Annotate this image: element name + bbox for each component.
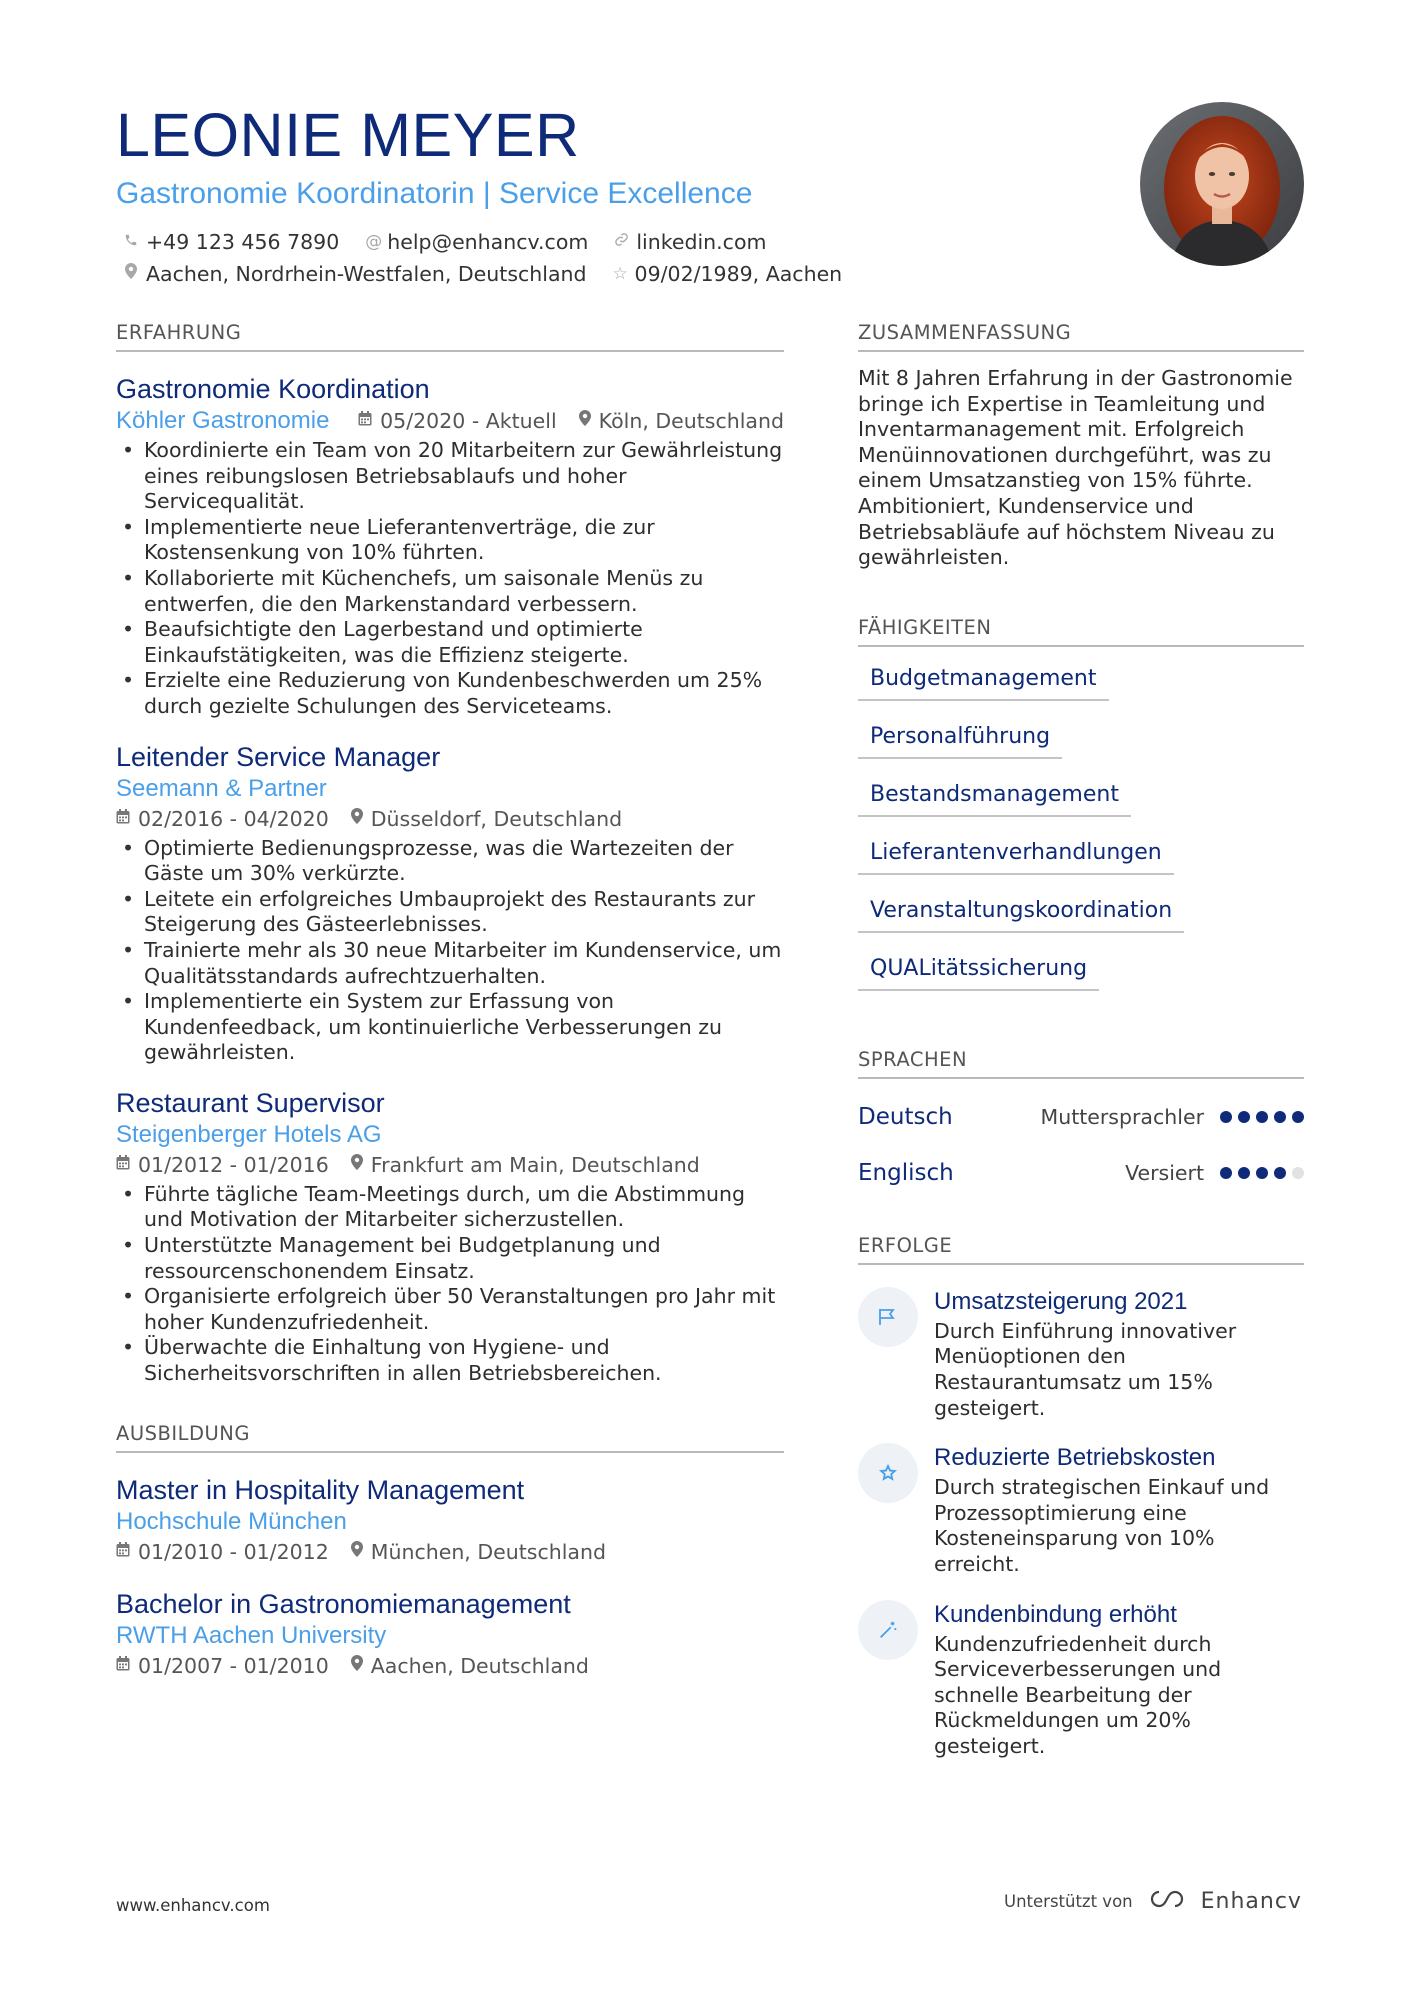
rating-dot-filled [1220, 1111, 1232, 1123]
achievement-entry [858, 1443, 1304, 1577]
skill-tag: Budgetmanagement [858, 661, 1109, 701]
calendar-icon [116, 1150, 130, 1180]
location-pin-icon [351, 1150, 363, 1180]
job-dates-text: 05/2020 - Aktuell [380, 409, 557, 433]
footer-branding [1004, 1886, 1302, 1916]
bullet-item: • Überwachte die Einhaltung von Hygiene- und Sicherheitsvorschriften in allen Betriebsbereichen. [116, 1335, 784, 1386]
bullet-item: • Leitete ein erfolgreiches Umbauprojekt des Restaurants zur Steigerung des Gästeerlebnisses. [116, 887, 784, 938]
skill-tag: Veranstaltungskoordination [858, 893, 1184, 933]
location-pin-icon [124, 258, 138, 290]
education-dates-text: 01/2007 - 01/2010 [138, 1653, 329, 1678]
rating-dot-filled [1238, 1111, 1250, 1123]
achievement-text: Durch Einführung innovativer Menüoptionen den Restaurantumsatz um 15% gesteigert. [934, 1318, 1237, 1420]
rating-dot-filled [1274, 1111, 1286, 1123]
job-dates [116, 804, 329, 834]
resume-header [116, 100, 1116, 290]
bullet-item: • Unterstützte Management bei Budgetplanung und ressourcenschonendem Einsatz. [116, 1233, 784, 1284]
achievement-title: Reduzierte Betriebskosten [934, 1444, 1216, 1472]
bullet-item: • Erzielte eine Reduzierung von Kundenbeschwerden um 25% durch gezielte Schulungen des Serviceteams. [116, 668, 784, 719]
location-pin-icon [351, 804, 363, 834]
job-location [579, 406, 784, 436]
profile-photo [1140, 102, 1304, 266]
experience-section-title: ERFAHRUNG [116, 322, 784, 352]
education-dates [116, 1651, 329, 1681]
email-text[interactable]: help@enhancv.com [387, 230, 589, 254]
experience-entry [116, 1086, 784, 1387]
calendar-icon [358, 406, 372, 436]
job-dates [358, 406, 557, 436]
calendar-icon [116, 1537, 130, 1567]
language-level: Muttersprachler [1040, 1104, 1204, 1129]
language-name: Englisch [858, 1159, 954, 1186]
bullet-item: • Implementierte ein System zur Erfassung von Kundenfeedback, um kontinuierliche Verbesserungen zu gewährleisten. [116, 989, 784, 1066]
bullet-item: • Optimierte Bedienungsprozesse, was die Wartezeiten der Gäste um 30% verkürzte. [116, 836, 784, 887]
degree-title: Bachelor in Gastronomiemanagement [116, 1588, 571, 1619]
education-dates-text: 01/2010 - 01/2012 [138, 1539, 329, 1564]
job-dates-text: 01/2012 - 01/2016 [138, 1152, 329, 1177]
link-icon [614, 226, 628, 258]
language-rating [1220, 1111, 1304, 1123]
powered-by-text: Unterstützt von [1004, 1891, 1133, 1911]
languages-section-title: SPRACHEN [858, 1049, 1304, 1079]
education-location-text: München, Deutschland [370, 1539, 606, 1564]
skills-section [858, 617, 1304, 1009]
language-rating [1220, 1167, 1304, 1179]
email-contact[interactable] [365, 226, 588, 258]
at-icon: @ [365, 232, 383, 252]
education-location-text: Aachen, Deutschland [370, 1653, 589, 1678]
language-name: Deutsch [858, 1103, 953, 1130]
languages-section [858, 1049, 1304, 1191]
calendar-icon [116, 804, 130, 834]
achievement-title: Kundenbindung erhöht [934, 1600, 1177, 1628]
phone-text: +49 123 456 7890 [146, 230, 340, 254]
star-outline-icon: ☆ [612, 264, 628, 284]
skill-tag: Lieferantenverhandlungen [858, 835, 1174, 875]
education-dates [116, 1537, 329, 1567]
job-dates-text: 02/2016 - 04/2020 [138, 806, 329, 831]
job-dates [116, 1150, 329, 1180]
bullet-item: • Kollaborierte mit Küchenchefs, um saisonale Menüs zu entwerfen, die den Markenstandard verbessern. [116, 566, 784, 617]
skill-tag: QUALitätssicherung [858, 951, 1099, 991]
rating-dot-filled [1274, 1167, 1286, 1179]
job-location [351, 804, 622, 834]
rating-dot-filled [1256, 1111, 1268, 1123]
enhancv-logo-icon [1145, 1886, 1189, 1916]
skill-tag: Personalführung [858, 719, 1062, 759]
location-contact [124, 258, 587, 290]
experience-entry [116, 372, 784, 720]
language-row [858, 1155, 1304, 1191]
summary-text: Mit 8 Jahren Erfahrung in der Gastronomie bringe ich Expertise in Teamleitung und Inventarmanagement mit. Erfolgreich Menüinnovationen durchgeführt, was zu einem Umsatzanstieg von 15% führte. Ambitioniert, Kundenservice und Betriebsabläufe auf höchstem Niveau zu gewährleisten. [858, 366, 1293, 570]
star-icon [858, 1443, 918, 1503]
linkedin-contact[interactable] [614, 226, 766, 258]
degree-title: Master in Hospitality Management [116, 1474, 525, 1505]
achievements-section-title: ERFOLGE [858, 1235, 1304, 1265]
education-entry [116, 1473, 784, 1567]
summary-section-title: ZUSAMMENFASSUNG [858, 322, 1304, 352]
job-location-text: Düsseldorf, Deutschland [370, 806, 623, 831]
job-bullets [116, 836, 784, 1066]
rating-dot-filled [1238, 1167, 1250, 1179]
job-title: Restaurant Supervisor [116, 1087, 385, 1118]
education-section-title: AUSBILDUNG [116, 1423, 784, 1453]
right-column [858, 322, 1304, 1759]
school-name: Hochschule München [116, 1507, 347, 1535]
bullet-item: • Implementierte neue Lieferantenverträge, die zur Kostensenkung von 10% führten. [116, 515, 784, 566]
brand-name: Enhancv [1200, 1888, 1302, 1914]
job-company: Steigenberger Hotels AG [116, 1120, 382, 1148]
phone-icon [124, 226, 138, 258]
job-company: Köhler Gastronomie [116, 407, 330, 434]
bullet-item: • Beaufsichtigte den Lagerbestand und optimierte Einkaufstätigkeiten, was die Effizienz steigerte. [116, 617, 784, 668]
achievements-section [858, 1235, 1304, 1760]
school-name: RWTH Aachen University [116, 1621, 387, 1649]
job-company: Seemann & Partner [116, 774, 327, 802]
location-pin-icon [351, 1537, 363, 1567]
birth-text: 09/02/1989, Aachen [634, 262, 843, 286]
job-title: Leitender Service Manager [116, 741, 441, 772]
job-bullets [116, 438, 784, 720]
skill-tag: Bestandsmanagement [858, 777, 1131, 817]
bullet-item: • Koordinierte ein Team von 20 Mitarbeitern zur Gewährleistung eines reibungslosen Betriebsablaufs und hoher Servicequalität. [116, 438, 784, 515]
contact-info [116, 226, 1116, 290]
rating-dot-empty [1292, 1167, 1304, 1179]
achievement-text: Durch strategischen Einkauf und Prozessoptimierung eine Kosteneinsparung von 10% erreicht. [934, 1475, 1270, 1576]
education-entry [116, 1587, 784, 1681]
location-pin-icon [351, 1651, 363, 1681]
candidate-name: LEONIE MEYER [116, 101, 580, 169]
achievement-entry [858, 1287, 1304, 1421]
skills-section-title: FÄHIGKEITEN [858, 617, 1304, 647]
phone-contact [124, 226, 339, 258]
birth-contact [613, 258, 843, 290]
language-level: Versiert [1125, 1160, 1204, 1185]
magic-wand-icon [858, 1600, 918, 1660]
location-text: Aachen, Nordrhein-Westfalen, Deutschland [146, 262, 587, 286]
location-pin-icon [579, 406, 591, 436]
flag-icon [858, 1287, 918, 1347]
candidate-headline: Gastronomie Koordinatorin | Service Excellence [116, 177, 753, 210]
bullet-item: • Führte tägliche Team-Meetings durch, um die Abstimmung und Motivation der Mitarbeiter sicherzustellen. [116, 1182, 784, 1233]
rating-dot-filled [1256, 1167, 1268, 1179]
job-location [351, 1150, 700, 1180]
education-location [351, 1537, 606, 1567]
achievement-entry [858, 1600, 1304, 1760]
achievement-text: Kundenzufriedenheit durch Serviceverbesserungen und schnelle Bearbeitung der Rückmeldungen um 20% gesteigert. [934, 1631, 1222, 1758]
calendar-icon [116, 1651, 130, 1681]
education-section [116, 1423, 784, 1681]
footer-website[interactable]: www.enhancv.com [116, 1896, 270, 1915]
job-location-text: Köln, Deutschland [598, 409, 784, 433]
language-row [858, 1099, 1304, 1135]
job-title: Gastronomie Koordination [116, 374, 430, 404]
rating-dot-filled [1292, 1111, 1304, 1123]
achievement-title: Umsatzsteigerung 2021 [934, 1287, 1188, 1315]
skills-list [858, 661, 1304, 1009]
left-column [116, 322, 784, 1681]
experience-entry [116, 740, 784, 1066]
bullet-item: • Organisierte erfolgreich über 50 Veranstaltungen pro Jahr mit hoher Kundenzufriedenheit. [116, 1284, 784, 1335]
bullet-item: • Trainierte mehr als 30 neue Mitarbeiter im Kundenservice, um Qualitätsstandards aufrechtzuerhalten. [116, 938, 784, 989]
rating-dot-filled [1220, 1167, 1232, 1179]
education-location [351, 1651, 589, 1681]
linkedin-text[interactable]: linkedin.com [636, 230, 767, 254]
job-bullets [116, 1182, 784, 1387]
job-location-text: Frankfurt am Main, Deutschland [370, 1152, 700, 1177]
